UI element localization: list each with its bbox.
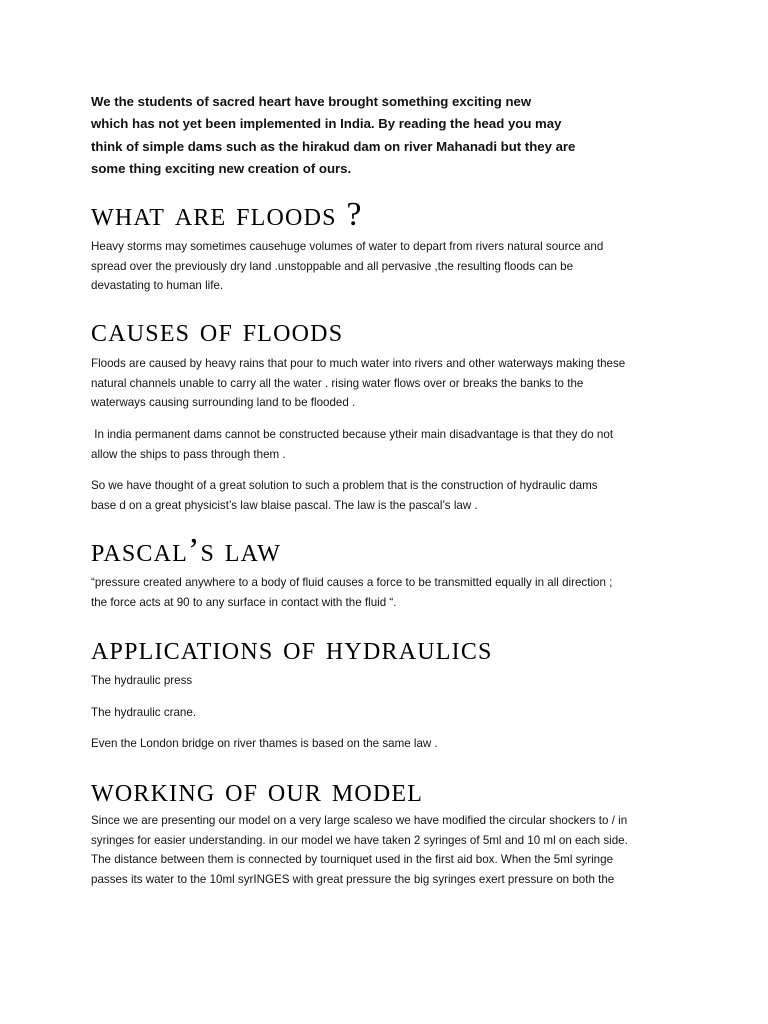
paragraph-line: “pressure created anywhere to a body of fluid causes a force to be transmitted equally in all direction ; [91, 576, 613, 589]
pascal-paragraph [91, 573, 691, 612]
paragraph-line: The hydraulic press [91, 674, 193, 687]
intro-line: We the students of sacred heart have brought something exciting new [91, 94, 532, 109]
paragraph-line: waterways causing surrounding land to be flooded . [91, 396, 356, 409]
paragraph-line: allow the ships to pass through them . [91, 447, 286, 461]
paragraph-line: syringes for easier understanding. in our model we have taken 2 syringes of 5ml and 10 ml on each side. [91, 833, 628, 847]
paragraph-line: The distance between them is connected by tourniquet used in the first aid box. When the 5ml syringe [91, 853, 614, 866]
intro-line: think of simple dams such as the hirakud dam on river Mahanadi but they are [91, 138, 576, 154]
paragraph-line: spread over the previously dry land .unstoppable and all pervasive ,the resulting floods can be [91, 259, 574, 273]
heading-applications-of-hydraulics: applications of hydraulics [91, 630, 493, 667]
causes-paragraph-3 [91, 476, 691, 515]
causes-paragraph-1 [91, 354, 691, 413]
heading-working-of-our-model: working of our model [91, 772, 424, 809]
paragraph-line: base d on a great physicist’s law blaise pascal. The law is the pascal’s law . [91, 498, 478, 512]
working-paragraph [91, 811, 691, 889]
paragraph-line: In india permanent dams cannot be constructed because ytheir main disadvantage is that they do not [91, 428, 614, 441]
heading-causes-of-floods: causes of floods [91, 312, 344, 349]
paragraph-line: devastating to human life. [91, 279, 224, 292]
intro-line: which has not yet been implemented in India. By reading the head you may [91, 116, 562, 132]
application-item [91, 671, 691, 691]
paragraph-line: The hydraulic crane. [91, 706, 197, 719]
paragraph-line: Even the London bridge on river thames is based on the same law . [91, 737, 438, 750]
paragraph-line: Floods are caused by heavy rains that pour to much water into rivers and other waterways making these [91, 357, 626, 370]
paragraph-line: natural channels unable to carry all the water . rising water flows over or breaks the banks to the [91, 376, 584, 390]
paragraph-line: Heavy storms may sometimes causehuge volumes of water to depart from rivers natural source and [91, 240, 604, 253]
heading-pascals-law: pascal’s law [91, 532, 282, 569]
floods-paragraph [91, 237, 691, 296]
paragraph-line: passes its water to the 10ml syrINGES with great pressure the big syringes exert pressure on both the [91, 872, 615, 886]
application-item [91, 734, 691, 754]
application-item [91, 703, 691, 723]
intro-paragraph [91, 91, 691, 180]
causes-paragraph-2 [91, 425, 691, 464]
paragraph-line: Since we are presenting our model on a very large scaleso we have modified the circular shockers to / in [91, 814, 628, 827]
heading-what-are-floods: what are floods ? [91, 196, 363, 233]
paragraph-line: the force acts at 90 to any surface in contact with the fluid “. [91, 595, 397, 609]
intro-line: some thing exciting new creation of ours. [91, 160, 352, 176]
paragraph-line: So we have thought of a great solution to such a problem that is the construction of hydraulic dams [91, 479, 598, 492]
